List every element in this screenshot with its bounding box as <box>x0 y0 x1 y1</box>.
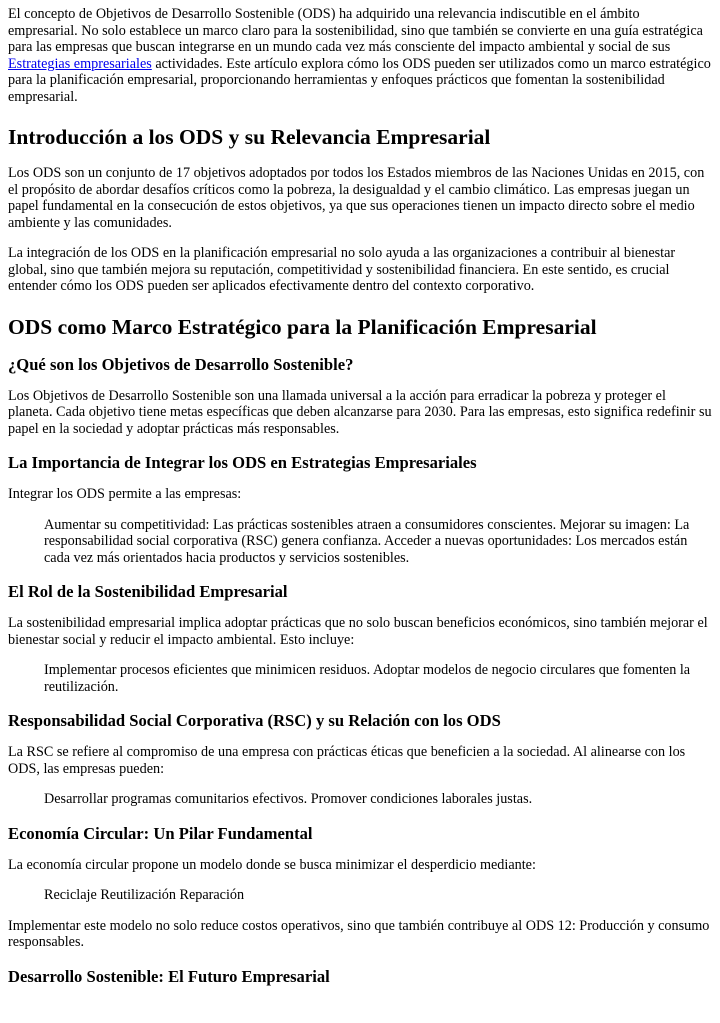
subheading-importancia-integrar: La Importancia de Integrar los ODS en Estrategias Empresariales <box>8 453 477 472</box>
intro-text-after-link: actividades. Este artículo explora cómo los ODS pueden ser utilizados como un marco estratégico para la planificación empresarial, proporcionando herramientas y enfoques prácticos que fomentan la sostenibilidad empresarial. <box>8 55 711 105</box>
economia-circular-paragraph-2: Implementar este modelo no solo reduce costos operativos, sino que también contribuye al ODS 12: Producción y consumo responsables. <box>8 917 710 950</box>
importancia-paragraph: Integrar los ODS permite a las empresas: <box>8 486 242 502</box>
intro-text-before-link: El concepto de Objetivos de Desarrollo Sostenible (ODS) ha adquirido una relevancia indiscutible en el ámbito empresarial. No solo establece un marco claro para la sostenibilidad, sino que también se convierte en una guía estratégica para las empresas que buscan integrarse en un mundo cada vez más consciente del impacto ambiental y social de sus <box>8 6 703 55</box>
article <box>0 6 720 986</box>
section1-paragraph-2: La integración de los ODS en la planificación empresarial no solo ayuda a las organizaciones a contribuir al bienestar global, sino que también mejora su reputación, competitividad y sostenibilidad financiera. En este sentido, es crucial entender cómo los ODS pueden ser aplicados efectivamente dentro del contexto corporativo. <box>8 245 676 294</box>
subheading-economia-circular: Economía Circular: Un Pilar Fundamental <box>8 823 313 843</box>
rol-sostenibilidad-paragraph: La sostenibilidad empresarial implica adoptar prácticas que no solo buscan beneficios económicos, sino también mejorar el bienestar social y reducir el impacto ambiental. Esto incluye: <box>8 615 708 648</box>
subheading-rol-sostenibilidad: El Rol de la Sostenibilidad Empresarial <box>8 582 288 601</box>
section1-paragraph-1: Los ODS son un conjunto de 17 objetivos adoptados por todos los Estados miembros de las Naciones Unidas en 2015, con el propósito de abordar desafíos críticos como la pobreza, la desigualdad y el cambio climático. Las empresas juegan un papel fundamental en la consecución de estos objetivos, ya que sus operaciones tienen un impacto directo sobre el medio ambiente y las comunidades. <box>8 165 705 231</box>
intro-paragraph <box>8 6 712 105</box>
rsc-paragraph: La RSC se refiere al compromiso de una empresa con prácticas éticas que beneficien a la sociedad. Al alinearse con los ODS, las empresas pueden: <box>8 744 686 777</box>
economia-circular-indented-block: Reciclaje Reutilización Reparación <box>44 887 245 903</box>
estrategias-empresariales-link[interactable]: Estrategias empresariales <box>8 55 152 72</box>
subheading-rsc-ods: Responsabilidad Social Corporativa (RSC) y su Relación con los ODS <box>8 711 501 730</box>
rsc-indented-block: Desarrollar programas comunitarios efectivos. Promover condiciones laborales justas. <box>44 791 533 807</box>
importancia-indented-block: Aumentar su competitividad: Las prácticas sostenibles atraen a consumidores conscientes. Mejorar su imagen: La responsabilidad social corporativa (RSC) genera confianza. Acceder a nuevas oportunidades: Los mercados están cada vez más orientados hacia productos y servicios sostenibles. <box>44 516 690 566</box>
subheading-desarrollo-sostenible-futuro: Desarrollo Sostenible: El Futuro Empresarial <box>8 966 330 986</box>
que-son-ods-paragraph: Los Objetivos de Desarrollo Sostenible son una llamada universal a la acción para erradicar la pobreza y proteger el planeta. Cada objetivo tiene metas específicas que deben alcanzarse para 2030. Para las empresas, esto significa redefinir su papel en la sociedad y adoptar prácticas más responsables. <box>8 387 712 437</box>
section-heading-marco-estrategico: ODS como Marco Estratégico para la Planificación Empresarial <box>8 314 597 339</box>
economia-circular-paragraph: La economía circular propone un modelo donde se busca minimizar el desperdicio mediante: <box>8 856 536 873</box>
subheading-que-son-ods: ¿Qué son los Objetivos de Desarrollo Sostenible? <box>8 354 354 374</box>
section-heading-introduccion: Introducción a los ODS y su Relevancia Empresarial <box>8 125 491 149</box>
rol-sostenibilidad-indented-block: Implementar procesos eficientes que minimicen residuos. Adoptar modelos de negocio circulares que fomenten la reutilización. <box>44 662 691 695</box>
